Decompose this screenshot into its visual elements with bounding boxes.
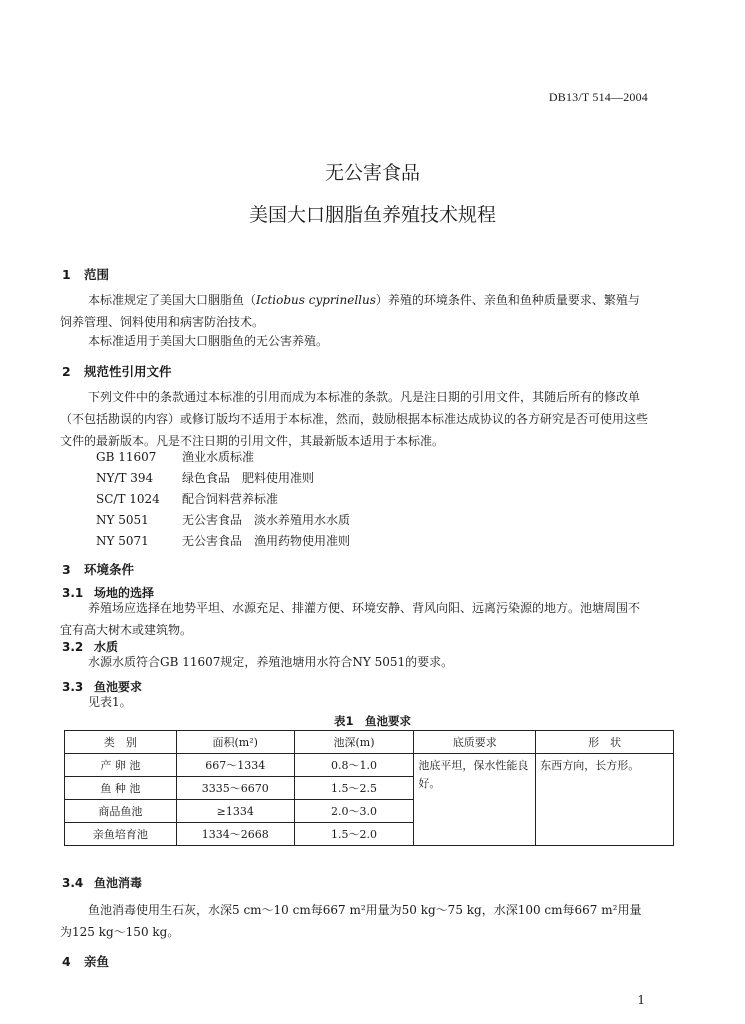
reference-code: NY 5051 [96, 513, 149, 527]
reference-item [96, 532, 350, 549]
table-cell: 3335～6670 [176, 777, 294, 800]
reference-item [96, 490, 278, 507]
section-number: 1 [62, 267, 71, 282]
table-row [65, 754, 674, 777]
table-header-cell: 形 状 [536, 731, 674, 754]
reference-code: NY 5071 [96, 534, 149, 548]
reference-title: 配合饲料营养标准 [182, 492, 279, 506]
reference-item [96, 448, 254, 465]
document-title-line2: 美国大口胭脂鱼养殖技术规程 [248, 204, 496, 226]
reference-title: 无公害食品 淡水养殖用水水质 [182, 513, 351, 527]
standard-code: DB13/T 514—2004 [548, 90, 648, 104]
table-header-cell: 类 别 [65, 731, 177, 754]
table-caption: 表1 鱼池要求 [333, 714, 411, 728]
table-cell: 667～1334 [176, 754, 294, 777]
reference-code: NY/T 394 [96, 471, 154, 485]
section-1-paragraph-2: 本标准适用于美国大口胭脂鱼的无公害养殖。 [88, 334, 329, 348]
text-run: ）养殖的环境条件、亲鱼和鱼种质量要求、繁殖与饲养管理、饲料使用和病害防治技术。 [60, 293, 640, 329]
subsection-title: 鱼池要求 [94, 680, 143, 694]
section-title: 环境条件 [84, 562, 135, 577]
reference-title: 渔业水质标准 [182, 450, 255, 464]
subsection-3-1-text: 养殖场应选择在地势平坦、水源充足、排灌方便、环境安静、背风向阳、远离污染源的地方。池塘周围不宜有高大树木或建筑物。 [60, 601, 641, 637]
subsection-number: 3.4 [62, 876, 84, 890]
subsection-3-4-text: 鱼池消毒使用生石灰，水深5 cm～10 cm每667 m²用量为50 kg～75 kg，水深100 cm每667 m²用量为125 kg～150 kg。 [60, 903, 642, 939]
reference-title: 无公害食品 渔用药物使用准则 [182, 534, 351, 548]
text-run: 本标准规定了美国大口胭脂鱼（ [88, 293, 257, 307]
section-title: 亲鱼 [84, 954, 110, 969]
subsection-title: 水质 [94, 640, 119, 654]
subsection-3-4-heading [62, 874, 142, 891]
reference-item [96, 469, 314, 486]
table-header-row [65, 731, 674, 754]
subsection-number: 3.1 [62, 586, 84, 600]
pond-requirements-table [64, 730, 674, 846]
table-cell: 鱼 种 池 [65, 777, 177, 800]
section-1-heading [62, 265, 109, 283]
reference-item [96, 511, 350, 528]
table-cell: 亲鱼培育池 [65, 823, 177, 846]
page-number: 1 [637, 993, 645, 1007]
table-cell: 1334～2668 [176, 823, 294, 846]
section-4-heading [62, 952, 109, 970]
table-cell: 2.0～3.0 [294, 800, 414, 823]
table-cell: 产 卵 池 [65, 754, 177, 777]
section-number: 2 [62, 364, 71, 379]
subsection-title: 场地的选择 [94, 586, 155, 600]
subsection-number: 3.2 [62, 640, 84, 654]
reference-code: SC/T 1024 [96, 492, 160, 506]
table-cell: ≥1334 [176, 800, 294, 823]
table-cell: 商品鱼池 [65, 800, 177, 823]
subsection-number: 3.3 [62, 680, 84, 694]
table-cell: 0.8～1.0 [294, 754, 414, 777]
section-1-paragraph-1 [60, 289, 650, 333]
section-title: 范围 [84, 267, 110, 282]
table-cell: 1.5～2.0 [294, 823, 414, 846]
section-2-heading [62, 362, 172, 380]
table-cell-shape: 东西方向，长方形。 [536, 754, 674, 846]
subsection-3-3-text: 见表1。 [88, 695, 132, 709]
section-number: 4 [62, 954, 71, 969]
table-header-cell: 面积(m²) [176, 731, 294, 754]
subsection-3-2-text: 水源水质符合GB 11607规定，养殖池塘用水符合NY 5051的要求。 [88, 655, 454, 669]
table-cell: 1.5～2.5 [294, 777, 414, 800]
section-number: 3 [62, 562, 71, 577]
reference-code: GB 11607 [96, 450, 157, 464]
scientific-name: Ictiobus cyprinellus [256, 293, 376, 307]
reference-title: 绿色食品 肥料使用准则 [182, 471, 315, 485]
section-3-heading [62, 560, 134, 578]
section-title: 规范性引用文件 [84, 364, 172, 379]
document-title-line1: 无公害食品 [324, 162, 420, 184]
subsection-title: 鱼池消毒 [94, 876, 143, 890]
table-header-cell: 底质要求 [414, 731, 536, 754]
section-2-paragraph: 下列文件中的条款通过本标准的引用而成为本标准的条款。凡是注日期的引用文件，其随后所有的修改单（不包括勘误的内容）或修订版均不适用于本标准，然而，鼓励根据本标准达成协议的各方研究是否可使用这些文件的最新版本。凡是不注日期的引用文件，其最新版本适用于本标准。 [60, 390, 649, 448]
table-cell-bottom-requirement: 池底平坦，保水性能良好。 [414, 754, 536, 846]
table-header-cell: 池深(m) [294, 731, 414, 754]
